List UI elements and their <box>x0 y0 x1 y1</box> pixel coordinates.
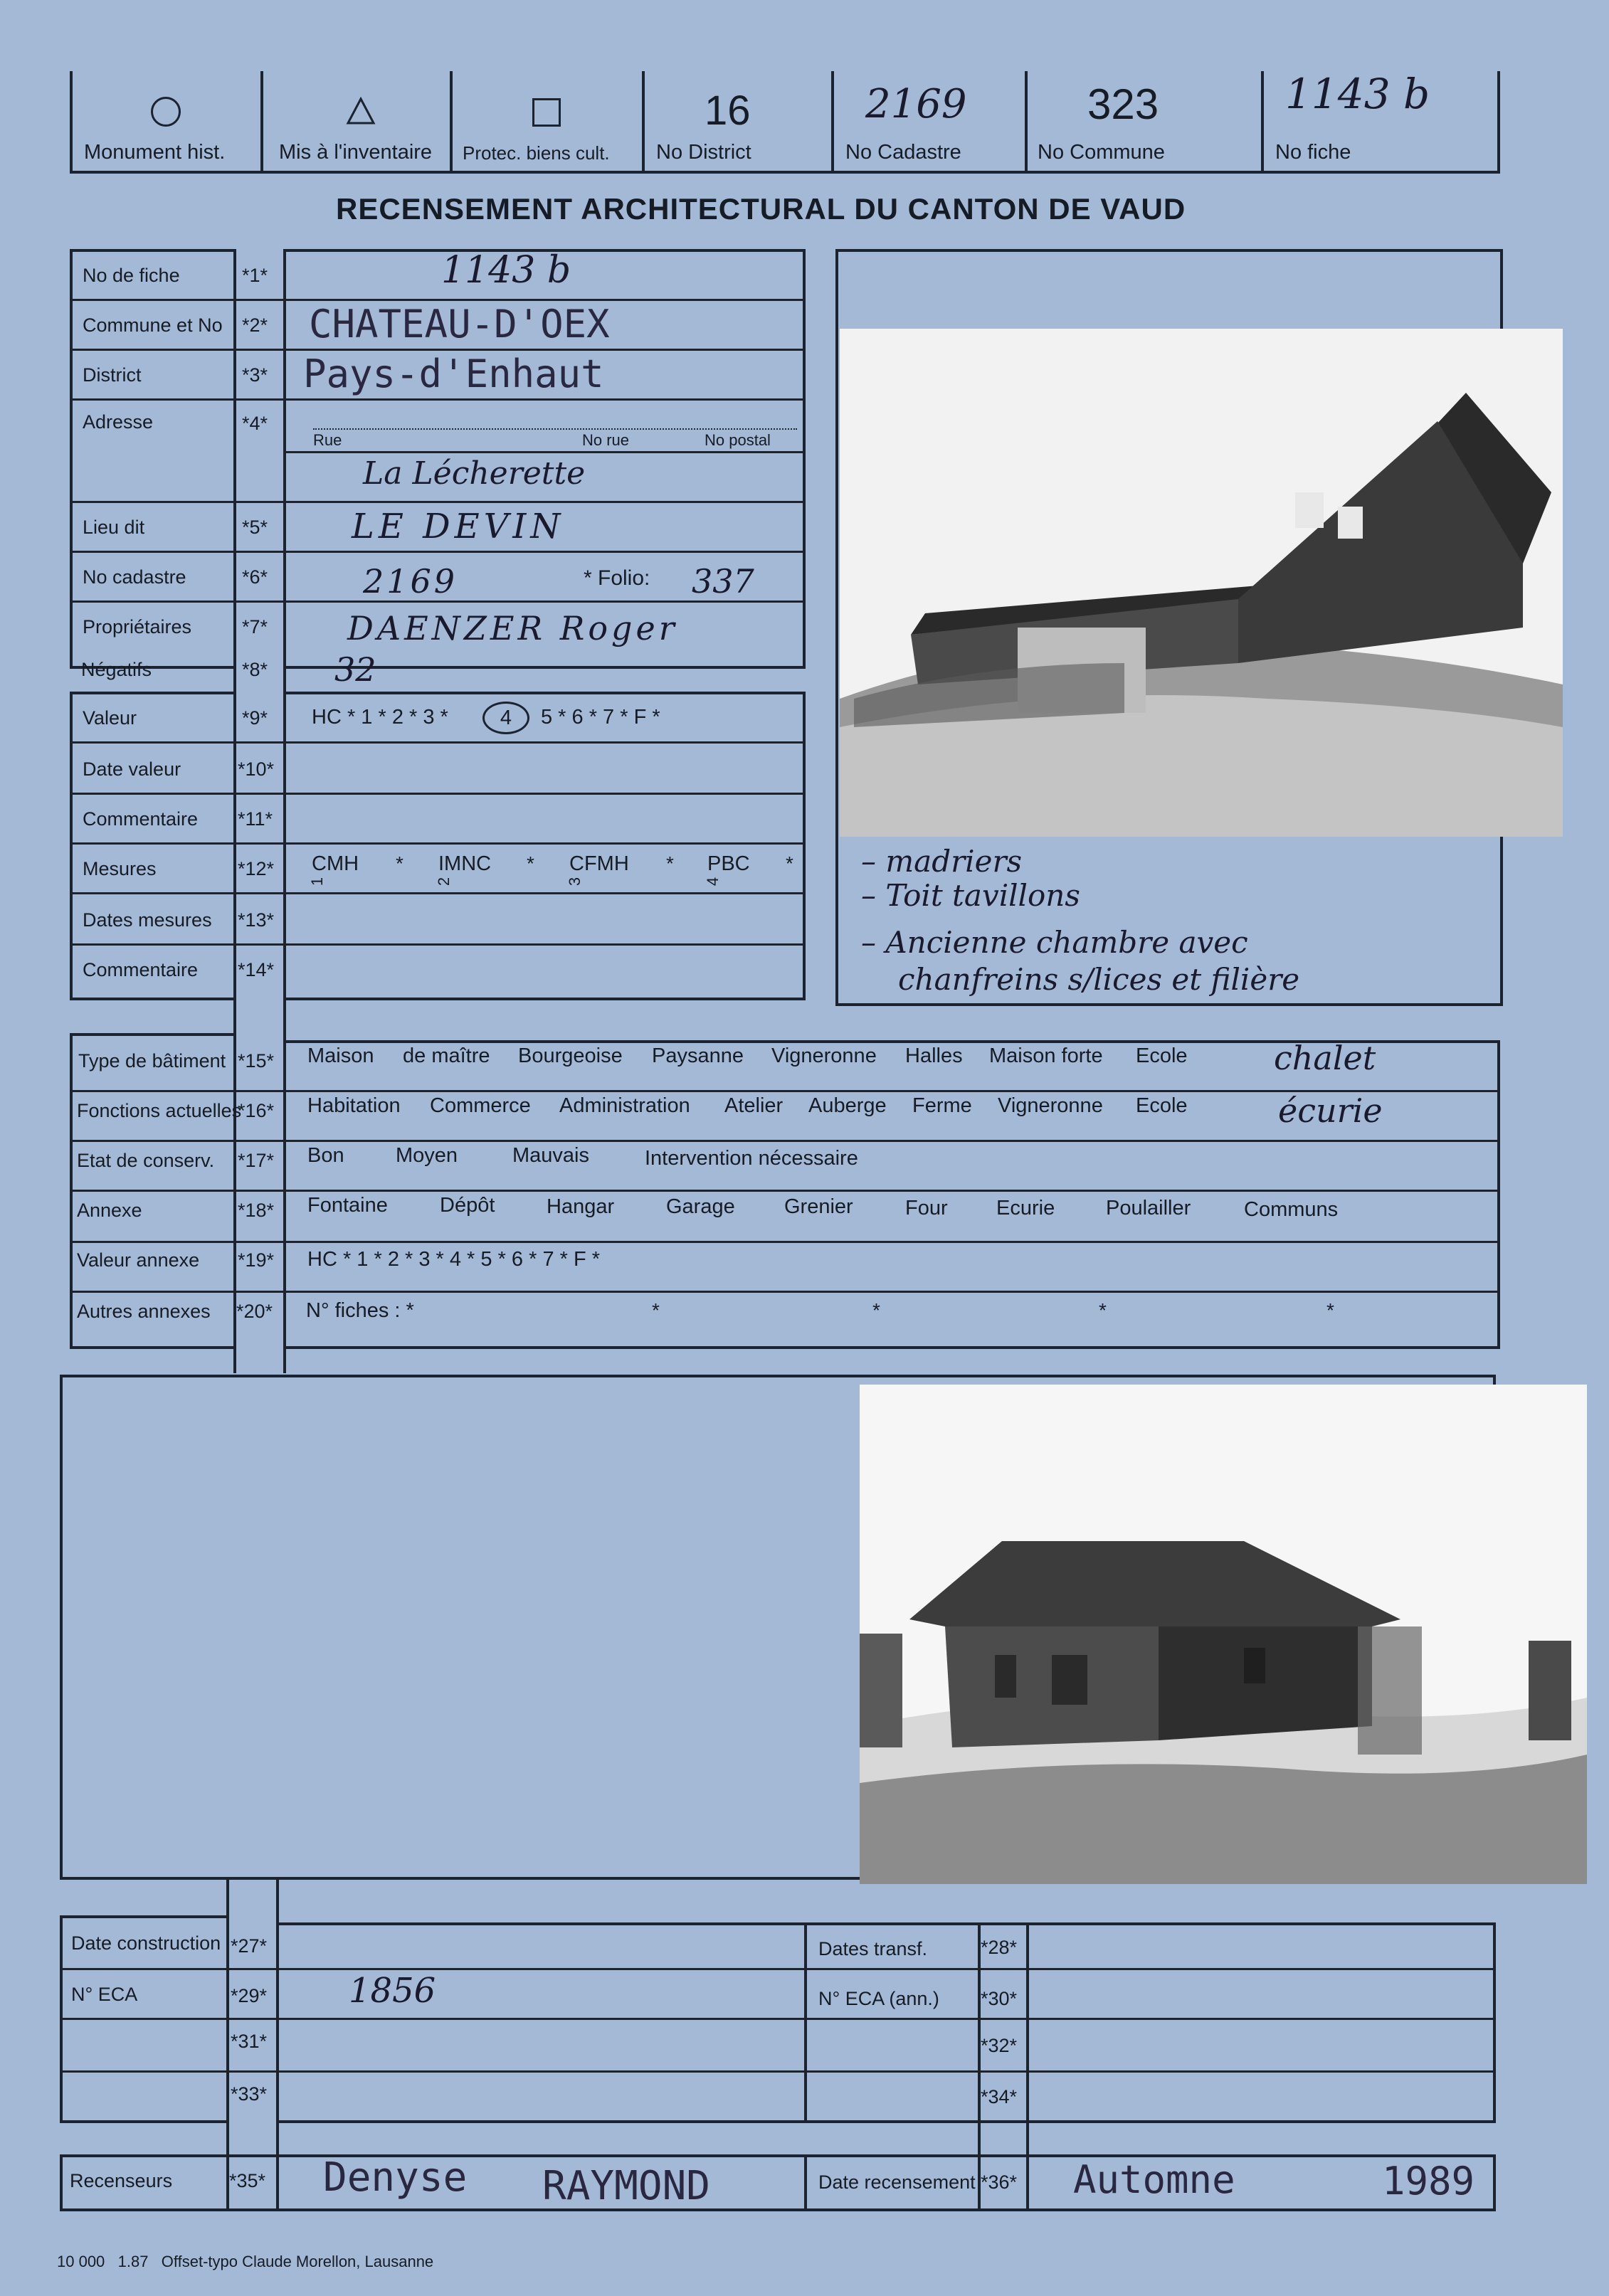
mesures-num-4: 4 <box>704 877 722 887</box>
fonc-opt-commerce[interactable]: Commerce <box>430 1094 531 1117</box>
type-opt-ecole[interactable]: Ecole <box>1136 1044 1188 1067</box>
autres-annexes-value[interactable]: N° fiches : * <box>306 1299 414 1322</box>
photo-note-1: – madriers <box>861 844 1023 879</box>
fonctions-handwritten[interactable]: écurie <box>1278 1091 1383 1130</box>
header-district-value: 16 <box>705 88 751 134</box>
annexe-opt-four[interactable]: Four <box>905 1197 948 1220</box>
section1-label-box <box>70 249 236 669</box>
header-cadastre-value: 2169 <box>865 81 967 127</box>
header-label-district: No District <box>656 141 751 164</box>
value-negatifs[interactable]: 32 <box>334 650 376 689</box>
photo-chalet-front <box>840 329 1563 837</box>
valeur-label-box <box>70 692 236 1000</box>
value-district[interactable]: Pays-d'Enhaut <box>303 351 604 396</box>
label-commentaire-2: Commentaire <box>83 959 199 980</box>
annexe-opt-fontaine[interactable]: Fontaine <box>307 1194 388 1217</box>
value-recensement-year[interactable]: 1989 <box>1382 2159 1475 2204</box>
mesures-option-cfmh[interactable]: CFMH <box>569 852 629 875</box>
label-fonctions: Fonctions actuelles <box>77 1100 242 1121</box>
header-label-inventaire: Mis à l'inventaire <box>279 141 433 164</box>
value-adresse[interactable]: La Lécherette <box>363 455 586 492</box>
label-no-eca: N° ECA <box>71 1984 138 2005</box>
type-opt-bourgeoise[interactable]: Bourgeoise <box>518 1044 623 1067</box>
mesures-option-cmh[interactable]: CMH <box>312 852 359 875</box>
header-fiche-value: 1143 b <box>1285 70 1430 118</box>
adresse-sub-rue: Rue <box>313 431 342 449</box>
value-recenseur-last[interactable]: RAYMOND <box>542 2163 711 2209</box>
num-8: *8* <box>242 659 268 680</box>
label-autres-annexes: Autres annexes <box>77 1301 211 1322</box>
type-handwritten[interactable]: chalet <box>1274 1039 1376 1077</box>
etat-opt-intervention[interactable]: Intervention nécessaire <box>645 1147 858 1170</box>
annexe-opt-depot[interactable]: Dépôt <box>440 1194 495 1217</box>
num-14: *14* <box>238 959 275 980</box>
fonc-opt-habitation[interactable]: Habitation <box>307 1094 401 1117</box>
adresse-sub-no-postal: No postal <box>705 431 771 449</box>
label-type-batiment: Type de bâtiment <box>78 1050 226 1072</box>
label-no-fiche: No de fiche <box>83 265 180 286</box>
label-no-cadastre: No cadastre <box>83 566 186 588</box>
mesures-option-imnc[interactable]: IMNC <box>438 852 492 875</box>
label-adresse: Adresse <box>83 411 154 433</box>
type-opt-halles[interactable]: Halles <box>905 1044 963 1067</box>
fonc-opt-vigneronne[interactable]: Vigneronne <box>998 1094 1103 1117</box>
label-valeur: Valeur <box>83 707 137 729</box>
header-label-fiche: No fiche <box>1275 141 1351 164</box>
num-4: *4* <box>242 413 268 434</box>
value-no-fiche[interactable]: 1143 b <box>441 249 571 292</box>
annexe-opt-garage[interactable]: Garage <box>666 1195 735 1218</box>
photo-note-3: – Ancienne chambre avec <box>861 925 1248 960</box>
type-opt-maitre[interactable]: de maître <box>403 1044 490 1067</box>
num-17: *17* <box>238 1150 275 1171</box>
header-label-monument: Monument hist. <box>84 141 226 164</box>
value-commune[interactable]: CHATEAU-D'OEX <box>309 302 610 346</box>
num-34: *34* <box>981 2086 1018 2107</box>
num-35: *35* <box>229 2170 266 2191</box>
value-recenseur-first[interactable]: Denyse <box>323 2154 468 2201</box>
adresse-sub-no-rue: No rue <box>582 431 630 449</box>
value-lieu-dit[interactable]: LE DEVIN <box>352 507 565 546</box>
annexe-opt-grenier[interactable]: Grenier <box>784 1195 853 1218</box>
inventaire-triangle-icon <box>346 97 376 125</box>
annexe-opt-hangar[interactable]: Hangar <box>547 1195 615 1218</box>
valeur-selected-circle[interactable]: 4 <box>482 702 529 734</box>
label-proprietaires: Propriétaires <box>83 616 192 638</box>
etat-opt-mauvais[interactable]: Mauvais <box>512 1144 589 1167</box>
num-29: *29* <box>231 1985 268 2006</box>
num-32: *32* <box>981 2035 1018 2056</box>
label-commune: Commune et No <box>83 314 223 336</box>
etat-opt-bon[interactable]: Bon <box>307 1144 344 1167</box>
label-mesures: Mesures <box>83 858 157 879</box>
num-2: *2* <box>242 314 268 336</box>
page-title: RECENSEMENT ARCHITECTURAL DU CANTON DE VAUD <box>336 192 1186 226</box>
footer-imprint: 10 000 1.87 Offset-typo Claude Morellon, Lausanne <box>57 2253 434 2270</box>
num-31: *31* <box>231 2031 268 2052</box>
label-district: District <box>83 364 142 386</box>
mesures-option-pbc[interactable]: PBC <box>707 852 750 875</box>
etat-opt-moyen[interactable]: Moyen <box>396 1144 458 1167</box>
num-12: *12* <box>238 858 275 879</box>
fonc-opt-auberge[interactable]: Auberge <box>808 1094 887 1117</box>
label-date-recensement: Date recensement <box>818 2171 976 2193</box>
annexe-opt-communs[interactable]: Communs <box>1244 1198 1339 1221</box>
value-no-cadastre[interactable]: 2169 <box>363 562 458 601</box>
annexe-opt-poulailler[interactable]: Poulailler <box>1106 1197 1191 1220</box>
annexe-opt-ecurie[interactable]: Ecurie <box>996 1197 1055 1220</box>
num-6: *6* <box>242 566 268 588</box>
type-opt-maison[interactable]: Maison <box>307 1044 374 1067</box>
type-opt-paysanne[interactable]: Paysanne <box>652 1044 744 1067</box>
photo-note-4: chanfreins s/lices et filière <box>898 962 1300 997</box>
label-annexe: Annexe <box>77 1200 142 1221</box>
num-10: *10* <box>238 758 275 780</box>
label-no-eca-ann: N° ECA (ann.) <box>818 1988 939 2009</box>
num-36: *36* <box>981 2171 1018 2193</box>
valeur-scale: HC * 1 * 2 * 3 * <box>312 706 448 729</box>
num-1: *1* <box>242 265 268 286</box>
header-label-commune: No Commune <box>1038 141 1165 164</box>
num-13: *13* <box>238 909 275 931</box>
label-dates-transf: Dates transf. <box>818 1938 928 1959</box>
label-dates-mesures: Dates mesures <box>83 909 212 931</box>
mesures-num-2: 2 <box>435 877 453 887</box>
num-20: *20* <box>236 1301 273 1322</box>
num-3: *3* <box>242 364 268 386</box>
num-15: *15* <box>238 1050 275 1072</box>
fonc-opt-ecole[interactable]: Ecole <box>1136 1094 1188 1117</box>
photo-chalet-side <box>860 1385 1587 1884</box>
label-lieu-dit: Lieu dit <box>83 517 145 538</box>
num-19: *19* <box>238 1249 275 1271</box>
fonc-opt-atelier[interactable]: Atelier <box>724 1094 784 1117</box>
value-recensement-season[interactable]: Automne <box>1073 2157 1235 2202</box>
valeur-value-box <box>283 692 806 1000</box>
fonc-opt-ferme[interactable]: Ferme <box>912 1094 972 1117</box>
monument-hist-circle-icon <box>151 97 181 127</box>
header-commune-value: 323 <box>1087 80 1159 128</box>
valeur-annexe-scale: HC * 1 * 2 * 3 * 4 * 5 * 6 * 7 * F * <box>307 1248 601 1271</box>
num-30: *30* <box>981 1988 1018 2009</box>
value-no-eca[interactable]: 1856 <box>349 1971 436 2011</box>
num-9: *9* <box>242 707 268 729</box>
header-label-protec: Protec. biens cult. <box>463 142 610 164</box>
num-11: *11* <box>238 808 273 830</box>
valeur-scale-rest: 5 * 6 * 7 * F * <box>541 706 660 729</box>
label-recenseurs: Recenseurs <box>70 2170 173 2191</box>
photo-note-2: – Toit tavillons <box>861 878 1080 913</box>
label-commentaire-1: Commentaire <box>83 808 199 830</box>
fonc-opt-administration[interactable]: Administration <box>559 1094 690 1117</box>
num-16: *16* <box>238 1100 275 1121</box>
value-proprietaires[interactable]: DAENZER Roger <box>347 609 678 647</box>
label-etat: Etat de conserv. <box>77 1150 215 1171</box>
mesures-num-1: 1 <box>308 877 327 887</box>
num-18: *18* <box>238 1200 275 1221</box>
type-opt-vigneronne[interactable]: Vigneronne <box>771 1044 877 1067</box>
label-negatifs: Négatifs <box>81 659 152 680</box>
num-28: *28* <box>981 1937 1018 1958</box>
adresse-dotted-line <box>313 428 797 430</box>
label-valeur-annexe: Valeur annexe <box>77 1249 200 1271</box>
num-5: *5* <box>242 517 268 538</box>
header-label-cadastre: No Cadastre <box>845 141 961 164</box>
type-opt-maison-forte[interactable]: Maison forte <box>989 1044 1103 1067</box>
folio-label: * Folio: <box>584 566 650 590</box>
num-33: *33* <box>231 2083 268 2105</box>
recenseurs-row <box>60 2154 1496 2211</box>
label-date-construction: Date construction <box>71 1932 221 1954</box>
label-date-valeur: Date valeur <box>83 758 181 780</box>
num-27: *27* <box>231 1935 268 1957</box>
num-7: *7* <box>242 616 268 638</box>
value-folio[interactable]: 337 <box>692 562 754 601</box>
mesures-num-3: 3 <box>566 877 584 887</box>
protec-square-icon <box>532 98 561 127</box>
